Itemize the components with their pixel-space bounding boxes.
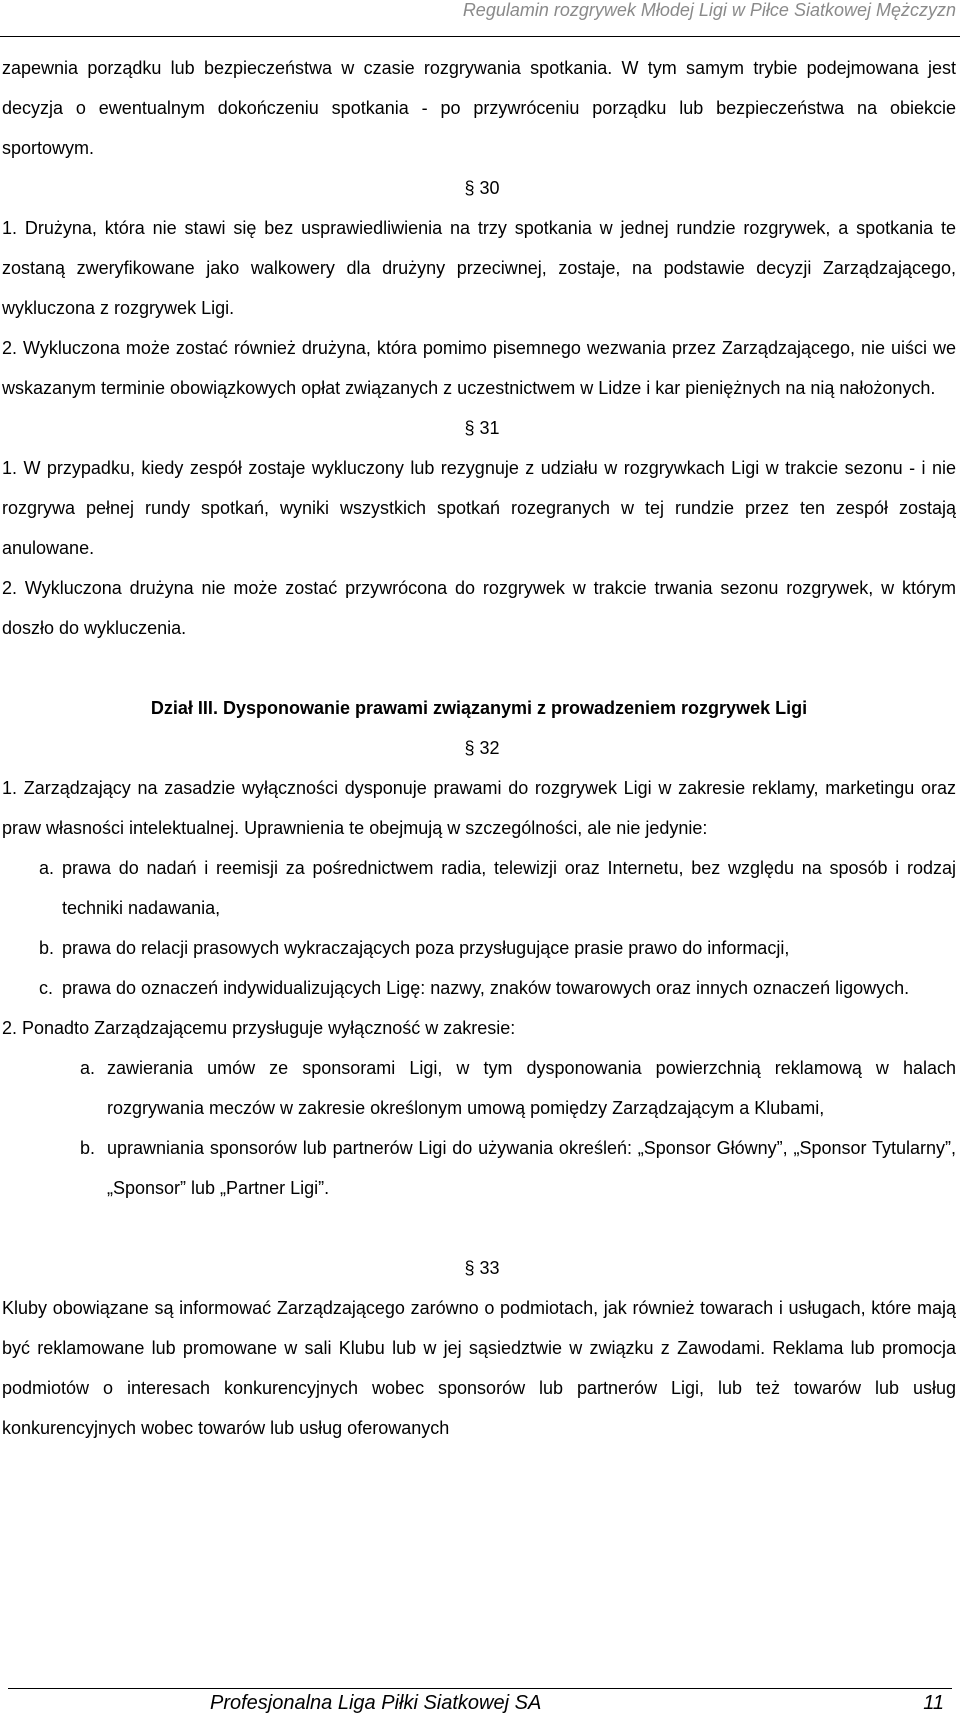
paragraph-continued: zapewnia porządku lub bezpieczeństwa w czasie rozgrywania spotkania. W tym samym trybie podejmowana jest decyzja o ewentualnym dokończeniu spotkania - po przywróceniu porządku lub bezpieczeństwa na obiekcie sportowym. (2, 58, 956, 158)
list-marker: b. (80, 1138, 96, 1158)
section-32-item-1-c (2, 968, 956, 1008)
list-marker: a. (39, 858, 55, 878)
section-30-item-2: 2. Wykluczona może zostać również drużyna, która pomimo pisemnego wezwania przez Zarządzającego, nie uiści we wskazanym terminie obowiązkowych opłat związanych z uczestnictwem w Lidze i kar pieniężnych na nią nałożonych. (2, 338, 956, 398)
list-item-text: uprawniania sponsorów lub partnerów Ligi do używania określeń: „Sponsor Główny”, „Sponsor Tytularny”, „Sponsor” lub „Partner Ligi”. (107, 1138, 956, 1198)
footer-divider (8, 1688, 952, 1689)
header-divider (0, 36, 960, 37)
chapter-heading: Dział III. Dysponowanie prawami związanymi z prowadzeniem rozgrywek Ligi (150, 698, 808, 718)
list-marker: a. (80, 1058, 96, 1078)
section-33-paragraph: Kluby obowiązane są informować Zarządzającego zarówno o podmiotach, jak również towarach i usługach, które mają być reklamowane lub promowane w sali Klubu lub w jej sąsiedztwie w związku z Zawodami. Reklama lub promocja podmiotów o interesach konkurencyjnych wobec sponsorów lub partnerów Ligi, lub też towarów lub usług konkurencyjnych wobec towarów lub usług oferowanych (2, 1298, 956, 1438)
running-header: Regulamin rozgrywek Młodej Ligi w Piłce Siatkowej Mężczyzn (462, 0, 956, 20)
section-32-item-1-a (2, 848, 956, 928)
section-32-item-1: 1. Zarządzający na zasadzie wyłączności dysponuje prawami do rozgrywek Ligi w zakresie reklamy, marketingu oraz praw własności intelektualnej. Uprawnienia te obejmują w szczególności, ale nie jedynie: (2, 778, 956, 838)
section-32-item-2-a (2, 1048, 956, 1128)
page-body (2, 48, 956, 1448)
list-marker: b. (39, 938, 55, 958)
section-31-item-2: 2. Wykluczona drużyna nie może zostać przywrócona do rozgrywek w trakcie trwania sezonu rozgrywek, w którym doszło do wykluczenia. (2, 578, 956, 638)
footer-publisher: Profesjonalna Liga Piłki Siatkowej SA (210, 1692, 542, 1714)
section-30-item-1: 1. Drużyna, która nie stawi się bez usprawiedliwienia na trzy spotkania w jednej rundzie rozgrywek, a spotkania te zostaną zweryfikowane jako walkowery dla drużyny przeciwnej, zostaje, na podstawie decyzji Zarządzającego, wykluczona z rozgrywek Ligi. (2, 218, 956, 318)
page-number: 11 (923, 1692, 944, 1714)
list-marker: c. (39, 978, 54, 998)
section-heading-33: § 33 (464, 1258, 500, 1278)
list-item-text: prawa do oznaczeń indywidualizujących Ligę: nazwy, znaków towarowych oraz innych oznaczeń ligowych. (62, 978, 910, 998)
section-31-item-1: 1. W przypadku, kiedy zespół zostaje wykluczony lub rezygnuje z udziału w rozgrywkach Ligi w trakcie sezonu - i nie rozgrywa pełnej rundy spotkań, wyniki wszystkich spotkań rozegranych w tej rundzie przez ten zespół zostają anulowane. (2, 458, 956, 558)
section-heading-30: § 30 (464, 178, 500, 198)
section-heading-32: § 32 (464, 738, 500, 758)
section-heading-31: § 31 (464, 418, 500, 438)
list-item-text: prawa do relacji prasowych wykraczających poza przysługujące prasie prawo do informacji, (62, 938, 790, 958)
list-item-text: zawierania umów ze sponsorami Ligi, w tym dysponowania powierzchnią reklamową w halach rozgrywania meczów w zakresie określonym umową pomiędzy Zarządzającym a Klubami, (107, 1058, 956, 1118)
section-32-item-1-b (2, 928, 956, 968)
section-32-item-2-b (2, 1128, 956, 1208)
list-item-text: prawa do nadań i reemisji za pośrednictwem radia, telewizji oraz Internetu, bez względu na sposób i rodzaj techniki nadawania, (62, 858, 956, 918)
section-32-item-2: 2. Ponadto Zarządzającemu przysługuje wyłączność w zakresie: (2, 1018, 516, 1038)
